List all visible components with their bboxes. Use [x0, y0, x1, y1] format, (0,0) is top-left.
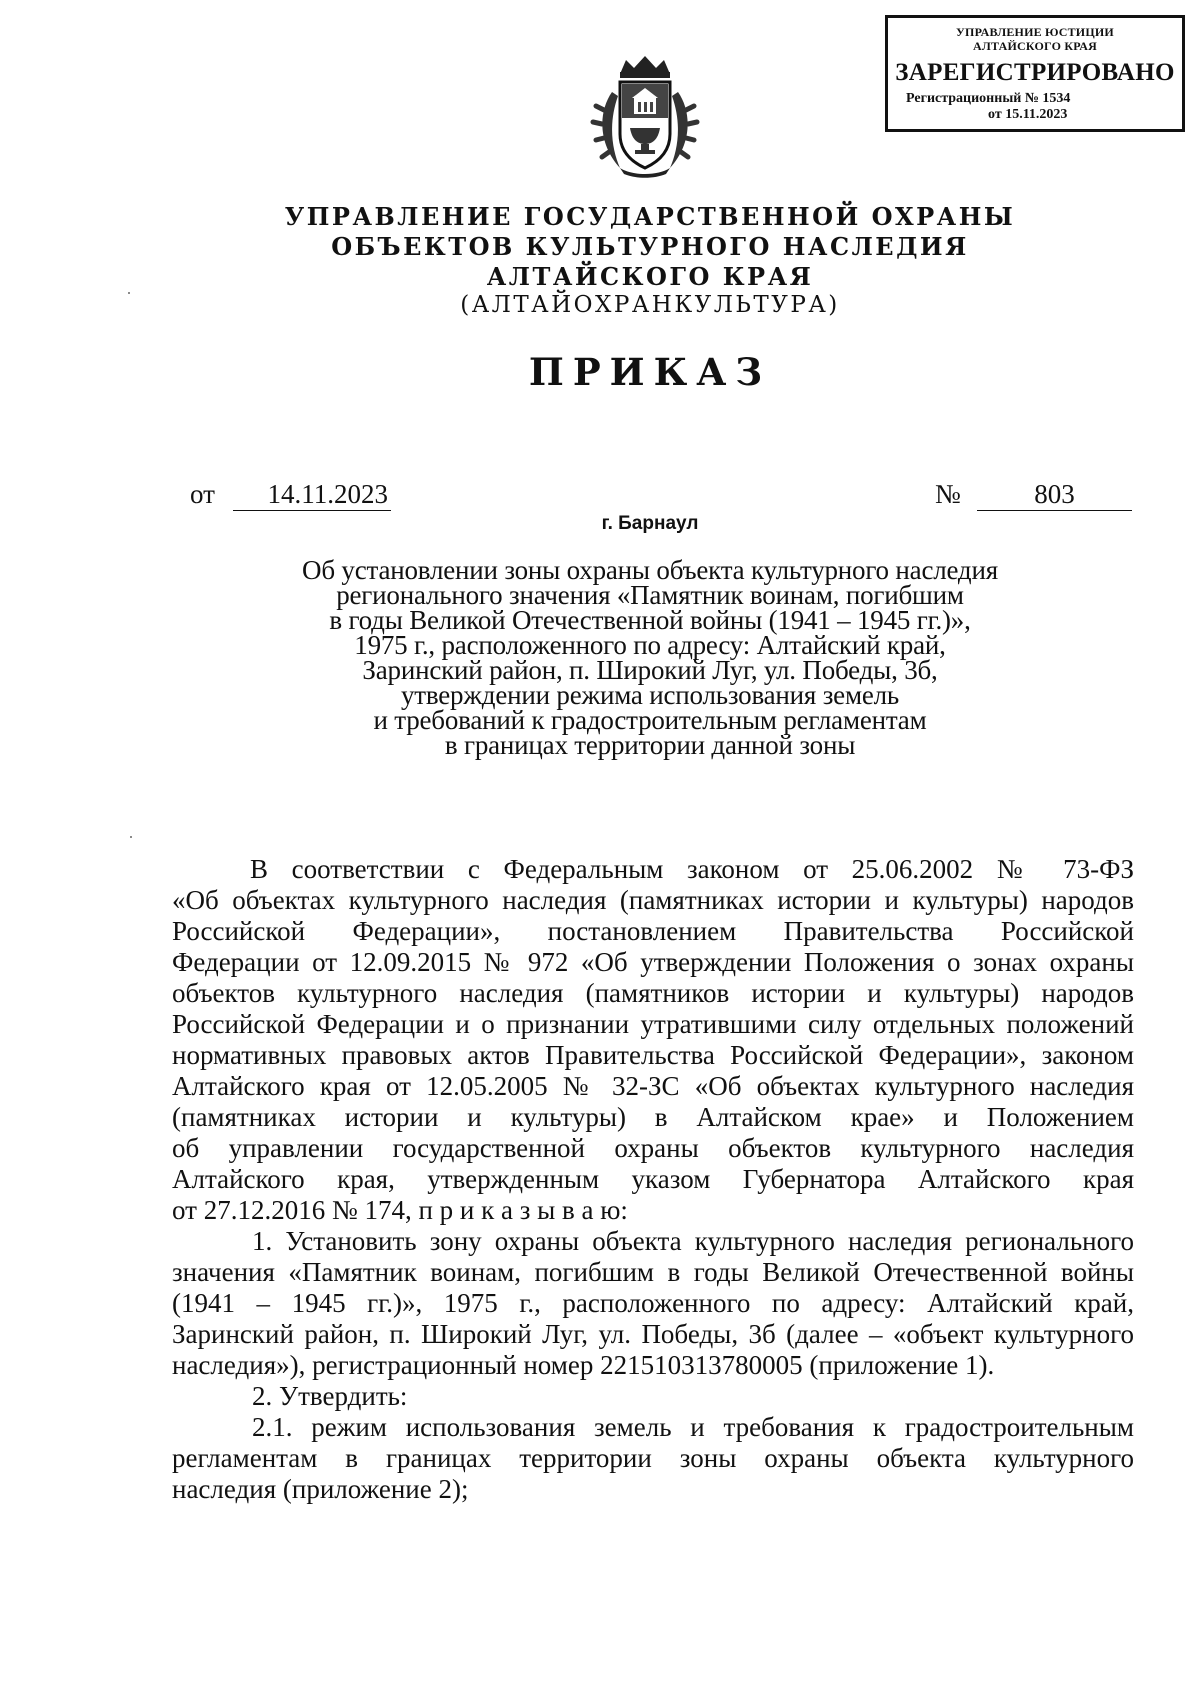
body-line: Федерации от 12.09.2015 № 972 «Об утверждении Положения о зонах охраны — [172, 947, 1134, 977]
agency-name-line: АЛТАЙСКОГО КРАЯ — [486, 262, 814, 291]
body-line: наследия»), регистрационный номер 221510313780005 (приложение 1). — [172, 1350, 995, 1380]
body-line: Алтайского края от 12.05.2005 № 32-ЗС «Об объектах культурного наследия — [172, 1071, 1134, 1101]
stamp-status: ЗАРЕГИСТРИРОВАНО — [895, 59, 1175, 86]
document-city: г. Барнаул — [601, 513, 699, 534]
body-line: «Об объектах культурного наследия (памятниках истории и культуры) народов — [172, 885, 1134, 915]
title-line: Об установлении зоны охраны объекта культурного наследия — [302, 555, 998, 585]
body-line: (1941 – 1945 гг.)», 1975 г., расположенного по адресу: Алтайский край, — [172, 1288, 1134, 1318]
body-line: регламентам в границах территории зоны охраны объекта культурного — [172, 1443, 1134, 1473]
agency-name — [180, 202, 1120, 292]
body-line: значения «Памятник воинам, погибшим в годы Великой Отечественной войны — [172, 1257, 1134, 1287]
body-line: 2.1. режим использования земель и требования к градостроительным — [252, 1412, 1134, 1442]
body-line: объектов культурного наследия (памятников истории и культуры) народов — [172, 978, 1134, 1008]
body-line: от 27.12.2016 № 174, п р и к а з ы в а ю: — [172, 1195, 628, 1225]
body-line: Алтайского края, утвержденным указом Губернатора Алтайского края — [172, 1164, 1134, 1194]
title-line: и требований к градостроительным регламентам — [373, 705, 927, 735]
body-line: Российской Федерации и о признании утратившими силу отдельных положений — [172, 1009, 1134, 1039]
stamp-reg-date: от 15.11.2023 — [988, 107, 1068, 122]
title-line: 1975 г., расположенного по адресу: Алтайский край, — [354, 630, 946, 660]
stamp-authority-line: УПРАВЛЕНИЕ ЮСТИЦИИ — [956, 25, 1114, 39]
stamp-reg-number: Регистрационный № 1534 — [906, 91, 1071, 106]
number-label: № — [935, 479, 961, 509]
document-number: 803 — [977, 478, 1132, 511]
body-line: В соответствии с Федеральным законом от 25.06.2002 № 73-ФЗ — [250, 854, 1134, 884]
body-line: 2. Утвердить: — [252, 1381, 408, 1411]
body-line: (памятниках истории и культуры) в Алтайском крае» и Положением — [172, 1102, 1134, 1132]
document-body — [172, 854, 1134, 1505]
body-line: Российской Федерации», постановлением Правительства Российской — [172, 916, 1134, 946]
title-line: утверждении режима использования земель — [400, 680, 900, 710]
title-line: в границах территории данной зоны — [444, 730, 856, 760]
document-date: 14.11.2023 — [233, 478, 391, 511]
body-line: 1. Установить зону охраны объекта культурного наследия регионального — [252, 1226, 1134, 1256]
title-line: регионального значения «Памятник воинам, погибшим — [336, 580, 964, 610]
document-type-title: ПРИКАЗ — [528, 350, 772, 394]
scan-speck — [128, 292, 130, 294]
body-line: наследия (приложение 2); — [172, 1474, 469, 1504]
agency-abbreviation: (АЛТАЙОХРАНКУЛЬТУРА) — [460, 292, 840, 318]
registration-stamp — [885, 15, 1185, 132]
date-label: от — [190, 479, 215, 509]
body-line: нормативных правовых актов Правительства Российской Федерации», законом — [172, 1040, 1134, 1070]
body-line: об управлении государственной охраны объектов культурного наследия — [172, 1133, 1134, 1163]
agency-name-line: ОБЪЕКТОВ КУЛЬТУРНОГО НАСЛЕДИЯ — [331, 232, 969, 261]
document-title — [180, 555, 1120, 760]
agency-name-line: УПРАВЛЕНИЕ ГОСУДАРСТВЕННОЙ ОХРАНЫ — [284, 202, 1016, 231]
scan-speck — [130, 836, 132, 838]
coat-of-arms-icon — [590, 52, 700, 180]
body-line: Заринский район, п. Широкий Луг, ул. Победы, 3б (далее – «объект культурного — [172, 1319, 1134, 1349]
stamp-region-line: АЛТАЙСКОГО КРАЯ — [973, 39, 1097, 53]
title-line: в годы Великой Отечественной войны (1941 – 1945 гг.)», — [329, 605, 971, 635]
title-line: Заринский район, п. Широкий Луг, ул. Победы, 3б, — [362, 655, 938, 685]
